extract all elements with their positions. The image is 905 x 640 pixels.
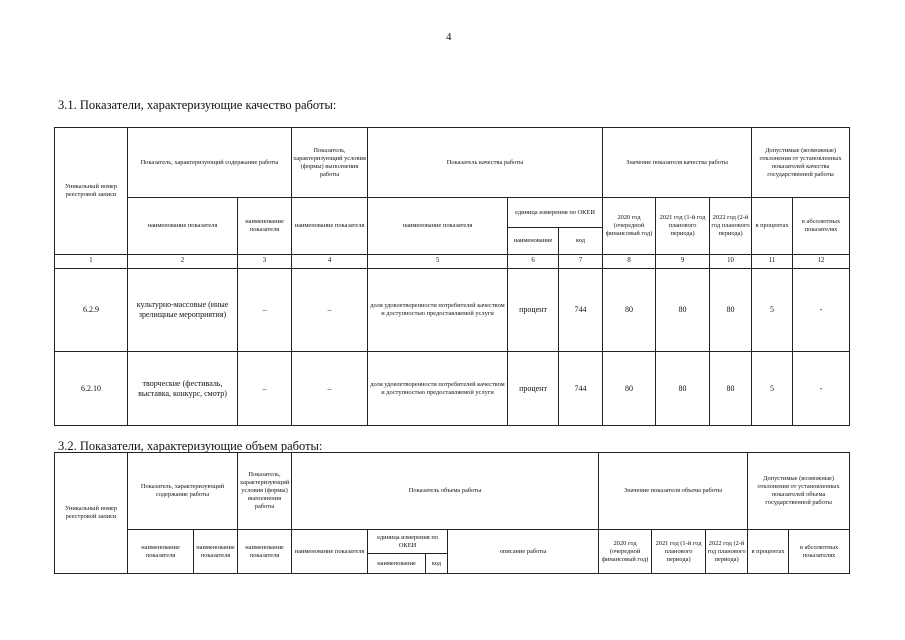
unit-code: 744 bbox=[559, 352, 603, 426]
header-name-2: наименование показателя bbox=[238, 198, 292, 255]
content-name: творческие (фестиваль, выставка, конкурс, смотр) bbox=[128, 352, 238, 426]
header-values: Значение показателя качества работы bbox=[603, 128, 752, 198]
registry-id: 6.2.10 bbox=[55, 352, 128, 426]
quality-name: доля удовлетворенности потребителей качеством и доступностью предоставляемой услуги bbox=[368, 352, 508, 426]
table-row bbox=[55, 352, 850, 426]
header-conditions: Показатель, характеризующий условия (формы) выполнения работы bbox=[238, 453, 292, 530]
table-row bbox=[55, 269, 850, 352]
header-name-2: наименование показателя bbox=[194, 530, 238, 574]
header-year-2020: 2020 год (очередной финансовый год) bbox=[603, 198, 656, 255]
col-number: 5 bbox=[368, 255, 508, 269]
header-unit-name: наименование bbox=[368, 554, 426, 574]
header-content: Показатель, характеризующий содержание работы bbox=[128, 128, 292, 198]
header-name-3: наименование показателя bbox=[292, 198, 368, 255]
header-year-2021: 2021 год (1-й год планового периода) bbox=[652, 530, 706, 574]
col-number: 4 bbox=[292, 255, 368, 269]
header-deviation: Допустимые (возможные) отклонения от установленных показателей качества государственной работы bbox=[752, 128, 850, 198]
header-year-2020: 2020 год (очередной финансовый год) bbox=[599, 530, 652, 574]
col-number: 2 bbox=[128, 255, 238, 269]
col-number: 3 bbox=[238, 255, 292, 269]
value-2022: 80 bbox=[710, 352, 752, 426]
header-description: описание работы bbox=[448, 530, 599, 574]
header-content: Показатель, характеризующий содержание работы bbox=[128, 453, 238, 530]
page-number: 4 bbox=[446, 31, 452, 43]
header-deviation: Допустимые (возможные) отклонения от установленных показателей объема государственной работы bbox=[748, 453, 850, 530]
value-2020: 80 bbox=[603, 269, 656, 352]
header-absolute: в абсолютных показателях bbox=[793, 198, 850, 255]
header-unit: единица измерения по ОКЕИ bbox=[508, 198, 603, 228]
unit-name: процент bbox=[508, 269, 559, 352]
cell-dash: – bbox=[292, 352, 368, 426]
header-conditions: Показатель, характеризующий условия (формы) выполнения работы bbox=[292, 128, 368, 198]
header-volume: Показатель объема работы bbox=[292, 453, 599, 530]
header-percent: в процентах bbox=[748, 530, 789, 574]
cell-dash: – bbox=[238, 269, 292, 352]
header-quality: Показатель качества работы bbox=[368, 128, 603, 198]
section-31-title: 3.1. Показатели, характеризующие качество работы: bbox=[58, 98, 337, 112]
col-number: 6 bbox=[508, 255, 559, 269]
value-2021: 80 bbox=[656, 269, 710, 352]
deviation-percent: 5 bbox=[752, 269, 793, 352]
header-values: Значение показателя объема работы bbox=[599, 453, 748, 530]
header-name-4: наименование показателя bbox=[292, 530, 368, 574]
value-2022: 80 bbox=[710, 269, 752, 352]
unit-code: 744 bbox=[559, 269, 603, 352]
header-year-2022: 2022 год (2-й год планового периода) bbox=[710, 198, 752, 255]
header-absolute: в абсолютных показателях bbox=[789, 530, 850, 574]
header-unit-code: код bbox=[426, 554, 448, 574]
header-unit-name: наименование bbox=[508, 228, 559, 255]
header-percent: в процентах bbox=[752, 198, 793, 255]
deviation-percent: 5 bbox=[752, 352, 793, 426]
unit-name: процент bbox=[508, 352, 559, 426]
col-number: 1 bbox=[55, 255, 128, 269]
header-name-3: наименование показателя bbox=[238, 530, 292, 574]
deviation-absolute: - bbox=[793, 269, 850, 352]
header-registry: Уникальный номер реестровой записи bbox=[55, 128, 128, 255]
col-number: 9 bbox=[656, 255, 710, 269]
content-name: культурно-массовые (иные зрелищные мероприятия) bbox=[128, 269, 238, 352]
section-32-title: 3.2. Показатели, характеризующие объем работы: bbox=[58, 439, 323, 453]
deviation-absolute: - bbox=[793, 352, 850, 426]
col-number: 7 bbox=[559, 255, 603, 269]
header-name-1: наименование показателя bbox=[128, 530, 194, 574]
cell-dash: – bbox=[238, 352, 292, 426]
value-2020: 80 bbox=[603, 352, 656, 426]
col-number: 10 bbox=[710, 255, 752, 269]
volume-table bbox=[54, 452, 850, 574]
value-2021: 80 bbox=[656, 352, 710, 426]
header-year-2021: 2021 год (1-й год планового периода) bbox=[656, 198, 710, 255]
cell-dash: – bbox=[292, 269, 368, 352]
col-number: 12 bbox=[793, 255, 850, 269]
col-number: 11 bbox=[752, 255, 793, 269]
registry-id: 6.2.9 bbox=[55, 269, 128, 352]
header-unit-code: код bbox=[559, 228, 603, 255]
quality-table bbox=[54, 127, 850, 426]
header-unit: единица измерения по ОКЕИ bbox=[368, 530, 448, 554]
quality-name: доля удовлетворенности потребителей качеством и доступностью предоставляемой услуги bbox=[368, 269, 508, 352]
col-number: 8 bbox=[603, 255, 656, 269]
header-name-1: наименование показателя bbox=[128, 198, 238, 255]
header-year-2022: 2022 год (2-й год планового периода) bbox=[706, 530, 748, 574]
header-registry: Уникальный номер реестровой записи bbox=[55, 453, 128, 574]
header-name-4: наименование показателя bbox=[368, 198, 508, 255]
